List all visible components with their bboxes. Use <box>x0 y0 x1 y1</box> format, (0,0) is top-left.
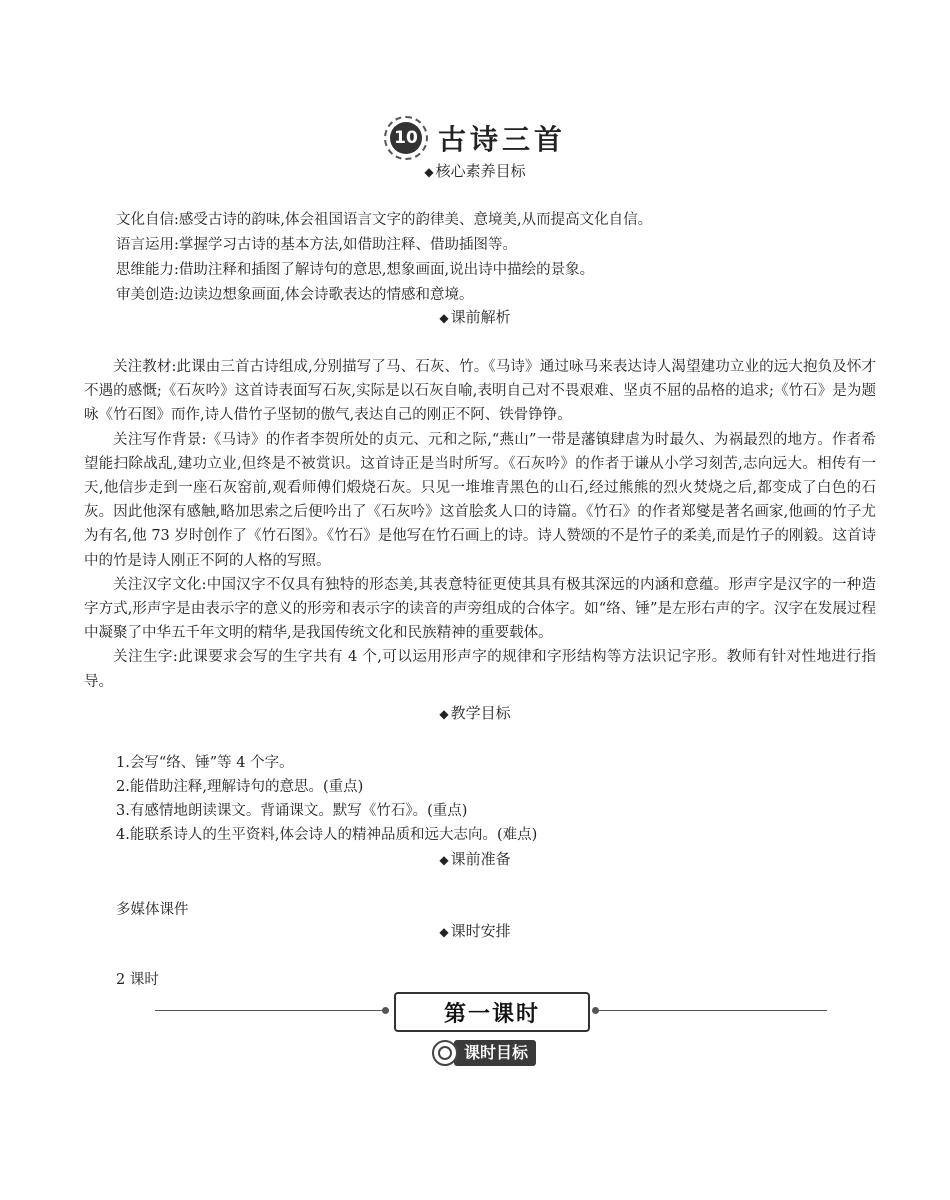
lesson-number: 10 <box>390 122 422 154</box>
diamond-icon: ◆ <box>439 925 449 939</box>
banner-rule-left <box>155 1010 385 1011</box>
pre-analysis-body <box>84 355 876 694</box>
teaching-goals-heading: ◆ 教学目标 <box>439 704 511 722</box>
analysis-paragraph-characters: 关注生字:此课要求会写的生字共有 4 个,可以运用形声字的规律和字形结构等方法识记字形。教师有针对性地进行指导。 <box>84 649 876 690</box>
teaching-goal-item: 2.能借助注释,理解诗句的意思。(重点) <box>116 779 364 795</box>
banner-dot-right <box>592 1007 599 1014</box>
teaching-goal-item: 1.会写“络、锤”等 4 个字。 <box>116 755 294 771</box>
period-goal-tag <box>432 1040 536 1066</box>
analysis-paragraph-textbook: 关注教材:此课由三首古诗组成,分别描写了马、石灰、竹。《马诗》通过咏马来表达诗人渴望建功立业的远大抱负及怀才不遇的感慨;《石灰吟》这首诗表面写石灰,实际是以石灰自喻,表明自己对不畏艰难、坚贞不屈的品格的追求;《竹石》是为题咏《竹石图》而作,诗人借竹子坚韧的傲气,表达自己的刚正不阿、铁骨铮铮。 <box>84 359 876 424</box>
teaching-goal-item: 4.能联系诗人的生平资料,体会诗人的精神品质和远大志向。(难点) <box>116 827 538 843</box>
diamond-icon: ◆ <box>439 853 449 867</box>
diamond-icon: ◆ <box>439 311 449 325</box>
core-goal-item: 文化自信:感受古诗的韵味,体会祖国语言文字的韵律美、意境美,从而提高文化自信。 <box>116 212 653 228</box>
lesson-title <box>0 116 950 160</box>
banner-rule-right <box>597 1010 827 1011</box>
core-goal-item: 思维能力:借助注释和插图了解诗句的意思,想象画面,说出诗中描绘的景象。 <box>116 262 595 278</box>
core-goals-heading: ◆ 核心素养目标 <box>424 162 526 180</box>
schedule-heading: ◆ 课时安排 <box>439 922 511 940</box>
analysis-paragraph-culture: 关注汉字文化:中国汉字不仅具有独特的形态美,其表意特征更使其具有极其深远的内涵和意蕴。形声字是汉字的一种造字方式,形声字是由表示字的意义的形旁和表示字的读音的声旁组成的合体字。如“络、锤”是左形右声的字。汉字在发展过程中凝聚了中华五千年文明的精华,是我国传统文化和民族精神的重要载体。 <box>84 576 876 642</box>
analysis-paragraph-background: 关注写作背景:《马诗》的作者李贺所处的贞元、元和之际,“燕山”一带是藩镇肆虐为时最久、为祸最烈的地方。作者希望能扫除战乱,建功立业,但终是不被赏识。这首诗正是当时所写。《石灰吟》的作者于谦从小学习刻苦,志向远大。相传有一天,他信步走到一座石灰窑前,观看师傅们煅烧石灰。只见一堆堆青黑色的山石,经过熊熊的烈火焚烧之后,都变成了白色的石灰。因此他深有感触,略加思索之后便吟出了《石灰吟》这首脍炙人口的诗篇。《竹石》的作者郑燮是著名画家,他画的竹子尤为有名,他 73 岁时创作了《竹石图》。《竹石》是他写在竹石画上的诗。诗人赞颂的不是竹子的柔美,而是竹子的刚毅。这首诗中的竹是诗人刚正不阿的人格的写照。 <box>84 431 876 569</box>
diamond-icon: ◆ <box>439 707 449 721</box>
preparation-heading: ◆ 课前准备 <box>439 850 511 868</box>
target-icon <box>432 1040 458 1066</box>
lesson-title-text: 古诗三首 <box>437 123 566 156</box>
lesson-period-banner: 第一课时 <box>394 992 590 1032</box>
teaching-goal-item: 3.有感情地朗读课文。背诵课文。默写《竹石》。(重点) <box>116 803 468 819</box>
pre-analysis-heading: ◆ 课前解析 <box>439 308 511 326</box>
schedule-text: 2 课时 <box>116 972 159 988</box>
lesson-number-badge <box>384 116 428 160</box>
period-goal-label: 课时目标 <box>454 1040 536 1066</box>
core-goal-item: 语言运用:掌握学习古诗的基本方法,如借助注释、借助插图等。 <box>116 237 517 253</box>
diamond-icon: ◆ <box>424 165 434 179</box>
preparation-text: 多媒体课件 <box>116 902 189 918</box>
banner-dot-left <box>382 1007 389 1014</box>
core-goal-item: 审美创造:边读边想象画面,体会诗歌表达的情感和意境。 <box>116 287 474 303</box>
